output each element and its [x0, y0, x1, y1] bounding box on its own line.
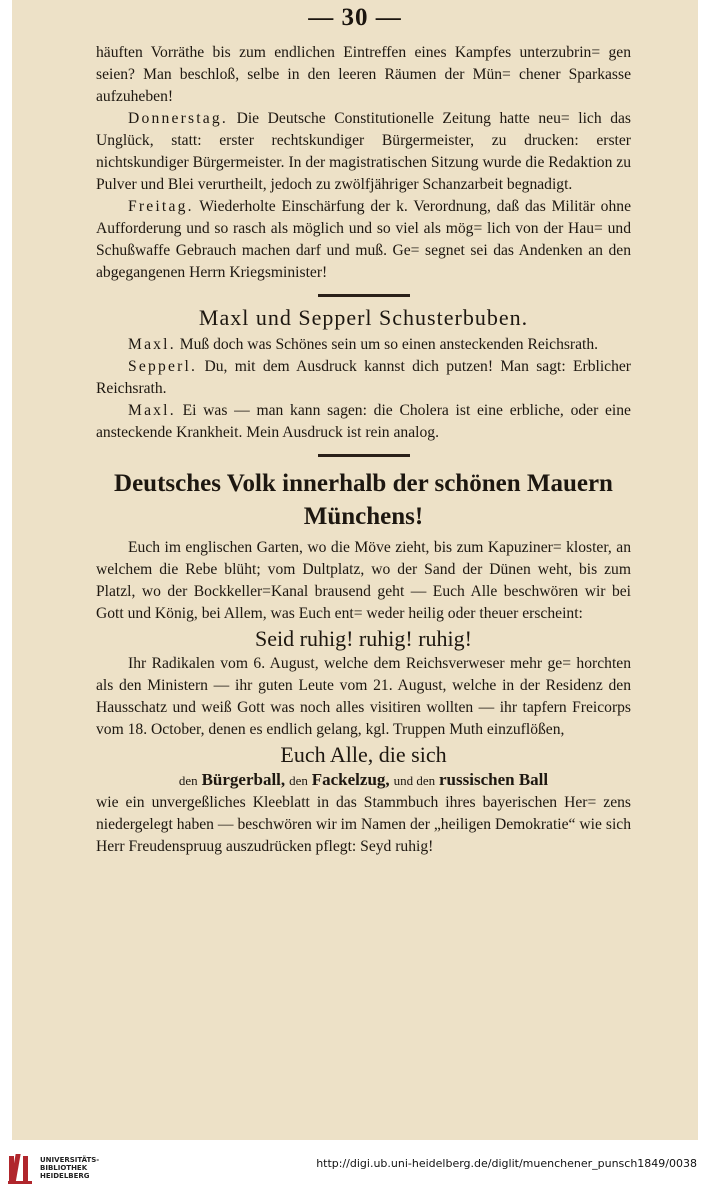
ball-buergerball: Bürgerball,: [201, 770, 286, 789]
heading-calm: Seid ruhig! ruhig! ruhig!: [255, 626, 472, 651]
paragraph-radicals: Ihr Radikalen vom 6. August, welche dem Reichsverweser mehr ge= horchten als den Ministern — ihr guten Leute vom 21. August, welche in der Residenz den Hausschatz und weiß Gott was noch alles visitiren wollten — ihr tapfern Freicorps vom 18. October, denen es endlich gelang, kgl. Truppen Muth einzuflößen,: [96, 655, 631, 738]
dialog-line-1: [96, 334, 631, 356]
ball-und-den: und den: [393, 773, 436, 788]
speaker-sepperl: Sepperl.: [128, 358, 198, 375]
paragraph-freitag-text: Wiederholte Einschärfung der k. Verordnung, daß das Militär ohne Aufforderung und so rasch als möglich und so viel als mög= lich von der Hau= und Schußwaffe Gebrauch machen darf und muß. Ge= segnet sei das Andenken an den abgegangenen Herrn Kriegsminister!: [96, 198, 631, 281]
speaker-maxl-2: Maxl.: [128, 402, 176, 419]
divider-rule-1: [318, 294, 410, 297]
heading-all: Euch Alle, die sich: [280, 742, 447, 767]
source-url-link[interactable]: http://digi.ub.uni-heidelberg.de/diglit/muenchener_punsch1849/0038: [316, 1157, 697, 1170]
institution-line-2: BIBLIOTHEK: [40, 1164, 88, 1172]
ball-den-2: den: [289, 773, 308, 788]
heading-dialog: Maxl und Sepperl Schusterbuben.: [198, 305, 529, 330]
dialog-text-1: Muß doch was Schönes sein um so einen ansteckenden Reichsrath.: [179, 336, 599, 353]
dialog-line-2: [96, 356, 631, 400]
ball-line: [96, 769, 631, 792]
footer-bar: [0, 1140, 705, 1196]
page-text: [96, 42, 631, 858]
ball-fackelzug: Fackelzug,: [311, 770, 390, 789]
paragraph-democracy: wie ein unvergeßliches Kleeblatt in das Stammbuch ihres bayerischen Her= zens niedergelegt haben — beschwören wir im Namen der „heiligen Demokratie“ wie sich Herr Freudenspruug auszudrücken pflegt: Seyd ruhig!: [96, 794, 631, 855]
paragraph-donnerstag-text: Die Deutsche Constitutionelle Zeitung hatte neu= lich das Unglück, statt: erster rechtskundiger Bürgermeister, zu drucken: erster nichtskundiger Bürgermeister. In der magistratischen Sitzung wurde die Redaktion zu Pulver und Blei verurtheilt, jedoch zu zwölfjähriger Schanzarbeit begnadigt.: [96, 110, 631, 193]
institution-name: [40, 1156, 99, 1180]
page-number: — 30 —: [308, 4, 402, 31]
paragraph-sparkasse: häuften Vorräthe bis zum endlichen Eintreffen eines Kampfes unterzubrin= gen seien? Man beschloß, selbe in den leeren Räumen der Mün= chener Sparkasse aufzuheben!: [96, 44, 631, 105]
institution-line-3: HEIDELBERG: [40, 1172, 90, 1180]
paragraph-donnerstag: [96, 108, 631, 196]
dialog-line-3: [96, 400, 631, 444]
ball-den-1: den: [178, 773, 198, 788]
ball-russischen: russischen Ball: [439, 770, 549, 789]
speaker-maxl: Maxl.: [128, 336, 176, 353]
day-label-freitag: Freitag.: [128, 198, 194, 215]
dialog-text-2: Du, mit dem Ausdruck kannst dich putzen! Man sagt: Erblicher Reichsrath.: [96, 358, 631, 397]
divider-rule-2: [318, 454, 410, 457]
university-logo-icon: [8, 1152, 34, 1184]
paragraph-freitag: [96, 196, 631, 284]
paragraph-appeal: Euch im englischen Garten, wo die Möve zieht, bis zum Kapuziner= kloster, an welchem die Rebe blüht; vom Dultplatz, wo der Sand der Dünen weht, bis zum Platzl, wo der Bockkeller=Kanal brausend geht — Euch Alle beschwören wir bei Gott und König, bei Allem, was Euch ent= weder heilig oder theuer erscheint:: [96, 539, 631, 622]
dialog-text-3: Ei was — man kann sagen: die Cholera ist eine erbliche, oder eine ansteckende Krankheit. Mein Ausdruck ist rein analog.: [96, 402, 631, 441]
institution-line-1: UNIVERSITÄTS-: [40, 1156, 100, 1164]
scanned-page: [12, 0, 698, 1140]
day-label-donnerstag: Donnerstag.: [128, 110, 228, 127]
heading-main: Deutsches Volk innerhalb der schönen Mauern Münchens!: [114, 470, 613, 530]
